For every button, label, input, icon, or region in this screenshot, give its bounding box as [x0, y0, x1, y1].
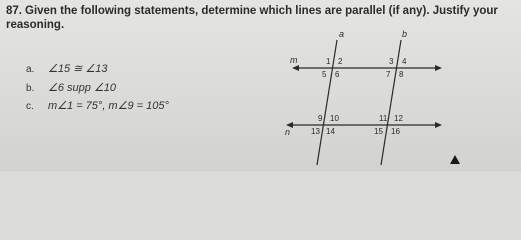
angle-13: 13	[311, 127, 320, 136]
angle-1: 1	[326, 57, 331, 66]
label-line-n: n	[285, 127, 291, 137]
line-n-right-arrow	[435, 122, 442, 128]
prompt-line-2: reasoning.	[6, 19, 65, 31]
problem-number: 87.	[6, 5, 22, 17]
angle-16: 16	[391, 127, 400, 136]
mouse-cursor-icon	[450, 155, 460, 167]
angle-15: 15	[374, 127, 383, 136]
part-a-text: ∠15 ≅ ∠13	[48, 63, 108, 75]
label-line-a: a	[339, 29, 345, 39]
angle-14: 14	[326, 127, 335, 136]
line-m-right-arrow	[435, 65, 442, 71]
angle-9: 9	[318, 114, 323, 123]
part-c-text: m∠1 = 75°, m∠9 = 105°	[48, 100, 169, 112]
angle-2: 2	[338, 57, 343, 66]
angle-5: 5	[322, 70, 327, 79]
angle-11: 11	[379, 114, 388, 123]
angle-12: 12	[394, 114, 403, 123]
line-m-left-arrow	[292, 65, 299, 71]
angle-3: 3	[389, 57, 394, 66]
angle-4: 4	[402, 57, 407, 66]
angle-10: 10	[330, 114, 339, 123]
label-line-b: b	[402, 29, 408, 39]
label-line-m: m	[290, 55, 298, 65]
part-b-text: ∠6 supp ∠10	[48, 82, 117, 94]
part-a-label: a.	[26, 64, 35, 75]
part-c-label: c.	[26, 101, 34, 112]
angle-8: 8	[399, 70, 404, 79]
part-b-label: b.	[26, 83, 35, 94]
angle-7: 7	[386, 70, 391, 79]
prompt-text-1: Given the following statements, determine which lines are parallel (if any). Justify your	[25, 5, 498, 17]
angle-6: 6	[335, 70, 340, 79]
